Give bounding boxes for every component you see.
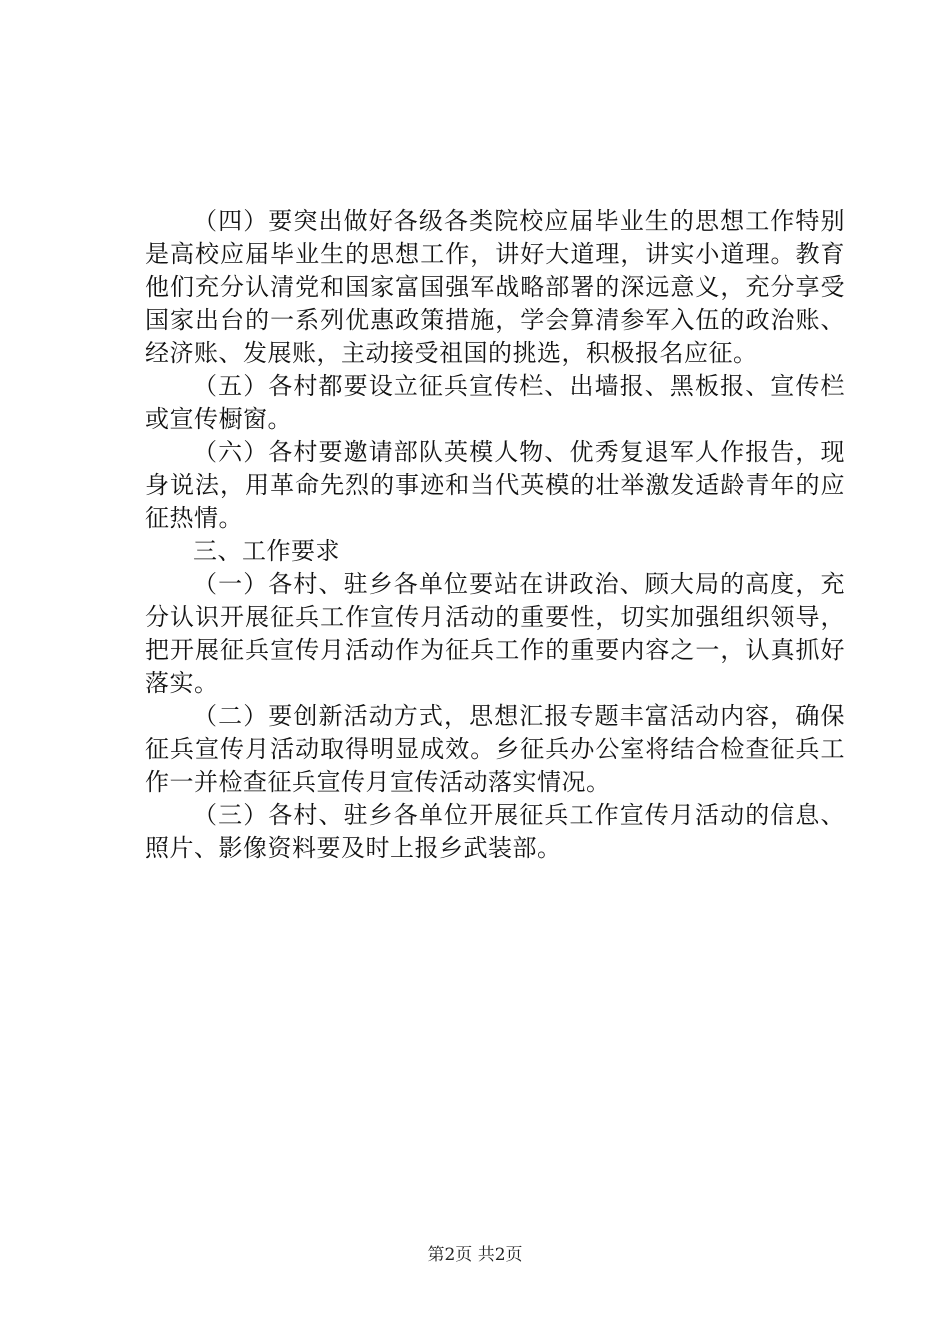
requirement-item-1: （一）各村、驻乡各单位要站在讲政治、顾大局的高度，充分认识开展征兵工作宣传月活动的重要性，切实加强组织领导，把开展征兵宣传月活动作为征兵工作的重要内容之一，认真抓好落实。	[145, 570, 845, 697]
document-body	[145, 205, 845, 865]
page-footer	[0, 1244, 950, 1266]
paragraph-item-6: （六）各村要邀请部队英模人物、优秀复退军人作报告，现身说法，用革命先烈的事迹和当代英模的壮举激发适龄青年的应征热情。	[145, 438, 845, 532]
paragraph-item-4: （四）要突出做好各级各类院校应届毕业生的思想工作特别是高校应届毕业生的思想工作，讲好大道理，讲实小道理。教育他们充分认清党和国家富国强军战略部署的深远意义，充分享受国家出台的一系列优惠政策措施，学会算清参军入伍的政治账、经济账、发展账，主动接受祖国的挑选，积极报名应征。	[145, 207, 845, 367]
section-heading-requirements: 三、工作要求	[193, 537, 340, 565]
page-number: 第2页 共2页	[427, 1245, 523, 1265]
requirement-item-3: （三）各村、驻乡各单位开展征兵工作宣传月活动的信息、照片、影像资料要及时上报乡武装部。	[145, 801, 845, 862]
requirement-item-2: （二）要创新活动方式，思想汇报专题丰富活动内容，确保征兵宣传月活动取得明显成效。乡征兵办公室将结合检查征兵工作一并检查征兵宣传月宣传活动落实情况。	[145, 702, 845, 796]
paragraph-item-5: （五）各村都要设立征兵宣传栏、出墙报、黑板报、宣传栏或宣传橱窗。	[145, 372, 845, 433]
